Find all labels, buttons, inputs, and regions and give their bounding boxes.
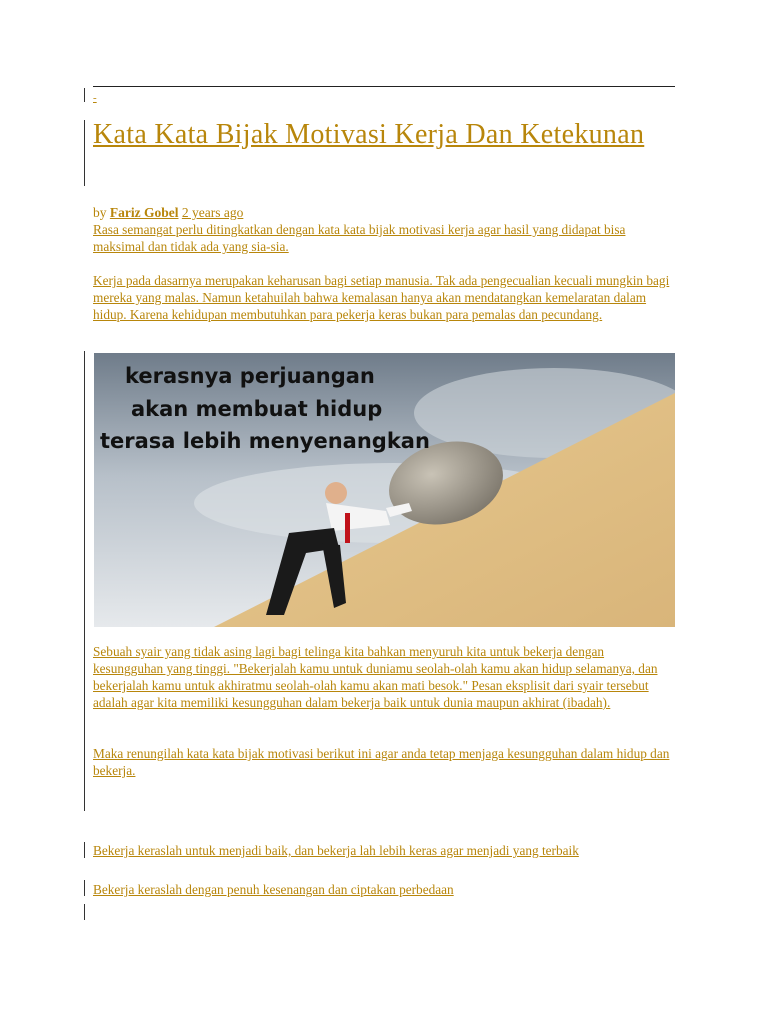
margin-bar (84, 880, 85, 896)
motivation-image (94, 353, 675, 627)
paragraph-3[interactable]: Sebuah syair yang tidak asing lagi bagi telinga kita bahkan menyuruh kita untuk bekerja dengan kesungguhan yang tinggi. "Bekerjalah kamu untuk duniamu seolah-olah kamu akan hidup selamanya, dan bekerjalah kamu untuk akhiratmu seolah-olah kamu akan mati besok." Pesan eksplisit dari syair tersebut adalah agar kita memiliki kesungguhan dalam bekerja baik untuk dunia maupun akhirat (ibadah). (93, 644, 658, 710)
margin-bar (84, 842, 85, 858)
quote-1[interactable]: Bekerja keraslah untuk menjadi baik, dan bekerja lah lebih keras agar menjadi yang terbaik (93, 843, 579, 858)
margin-bar (84, 88, 85, 102)
margin-bar (84, 904, 85, 920)
byline-prefix: by (93, 205, 107, 220)
quote-2[interactable]: Bekerja keraslah dengan penuh kesenangan dan ciptakan perbedaan (93, 882, 454, 897)
author-link[interactable]: Fariz Gobel (109, 205, 179, 220)
margin-bar (84, 351, 85, 811)
top-divider (93, 86, 675, 87)
image-caption-line: akan membuat hidup (131, 397, 383, 421)
image-caption-line: kerasnya perjuangan (125, 364, 375, 388)
paragraph-4[interactable]: Maka renungilah kata kata bijak motivasi berikut ini agar anda tetap menjaga kesungguhan dalam hidup dan bekerja. (93, 746, 670, 778)
intro-paragraph[interactable]: Rasa semangat perlu ditingkatkan dengan kata kata bijak motivasi kerja agar hasil yang didapat bisa maksimal dan tidak ada yang sia-sia. (93, 222, 626, 254)
separator-link[interactable]: - (93, 92, 97, 104)
date-link[interactable]: 2 years ago (181, 205, 244, 220)
article-title[interactable]: Kata Kata Bijak Motivasi Kerja Dan Ketekunan (93, 119, 645, 150)
margin-bar (84, 120, 85, 186)
paragraph-2[interactable]: Kerja pada dasarnya merupakan keharusan bagi setiap manusia. Tak ada pengecualian kecuali mungkin bagi mereka yang malas. Namun ketahuilah bahwa kemalasan hanya akan mendatangkan kemelaratan dalam hidup. Karena kehidupan membutuhkan para pekerja keras bukan para pemalas dan pecundang. (93, 273, 670, 322)
hero-image (94, 353, 675, 627)
byline (93, 204, 243, 221)
image-caption-line: terasa lebih menyenangkan (100, 429, 430, 453)
